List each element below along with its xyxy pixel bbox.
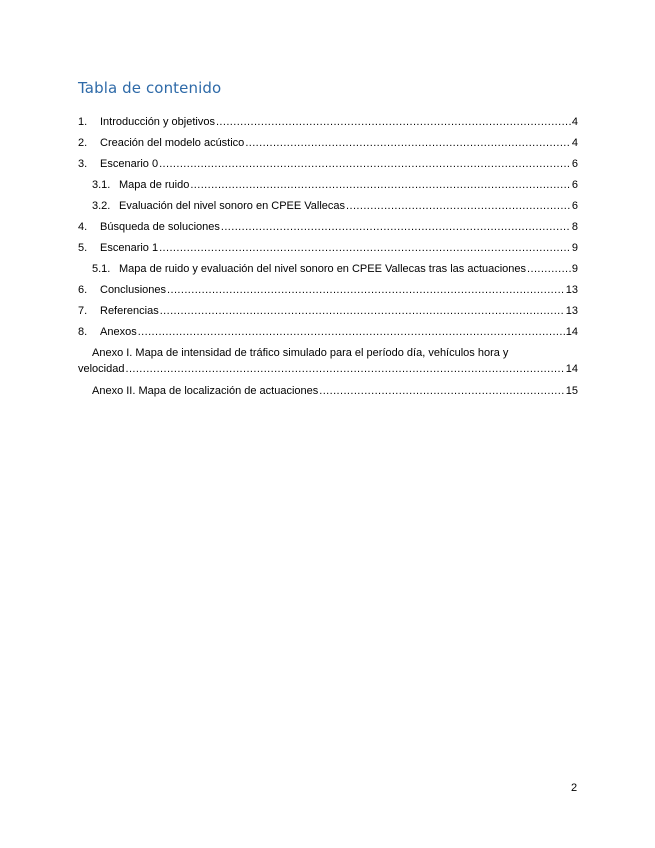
toc-entry-number: 3. (78, 158, 88, 170)
toc-entry-number: 2. (78, 137, 88, 149)
toc-page-number: 6 (571, 200, 578, 212)
toc-entry-7[interactable] (78, 301, 578, 322)
toc-dot-leader (160, 301, 565, 322)
toc-dot-leader (319, 381, 564, 402)
toc-entry-5-1[interactable] (78, 259, 578, 280)
toc-entry-text: Anexo I. Mapa de intensidad de tráfico simulado para el período día, vehículos hora y (92, 347, 509, 359)
toc-entry-number: 5. (78, 242, 88, 254)
toc-dot-leader (346, 196, 571, 217)
toc-entry-number: 1. (78, 116, 88, 128)
toc-page-number: 15 (565, 385, 578, 397)
toc-dot-leader (245, 133, 571, 154)
toc-entry-number: 8. (78, 326, 88, 338)
toc-entry-5[interactable] (78, 238, 578, 259)
toc-entry-6[interactable] (78, 280, 578, 301)
toc-page-number: 14 (565, 363, 578, 375)
toc-entry-text: Mapa de ruido (119, 179, 190, 191)
toc-dot-leader (216, 112, 571, 133)
toc-page-number: 6 (571, 179, 578, 191)
page-number: 2 (571, 782, 578, 794)
toc-page-number: 4 (571, 116, 578, 128)
toc-dot-leader (221, 217, 571, 238)
toc-entry-text: Evaluación del nivel sonoro en CPEE Vallecas (119, 200, 346, 212)
toc-entry-text: Mapa de ruido y evaluación del nivel sonoro en CPEE Vallecas tras las actuaciones (119, 263, 527, 275)
toc-entry-text: Búsqueda de soluciones (100, 221, 220, 233)
toc-entry-text: Anexo II. Mapa de localización de actuaciones (92, 385, 319, 397)
toc-entry-1[interactable] (78, 112, 578, 133)
toc-dot-leader (159, 154, 571, 175)
toc-dot-leader (159, 238, 571, 259)
toc-page-number: 8 (571, 221, 578, 233)
toc-page-number: 13 (565, 305, 578, 317)
toc-dot-leader (138, 322, 565, 343)
table-of-contents (78, 112, 578, 402)
toc-entry-anexo-1[interactable] (78, 343, 578, 381)
toc-entry-3-2[interactable] (78, 196, 578, 217)
toc-entry-text: Introducción y objetivos (100, 116, 215, 128)
toc-page-number: 9 (571, 263, 578, 275)
toc-entry-number: 6. (78, 284, 88, 296)
toc-entry-3[interactable] (78, 154, 578, 175)
toc-entry-text-continued: velocidad (78, 363, 125, 375)
toc-page-number: 4 (571, 137, 578, 149)
toc-page-number: 6 (571, 158, 578, 170)
toc-entry-3-1[interactable] (78, 175, 578, 196)
toc-entry-2[interactable] (78, 133, 578, 154)
toc-entry-anexo-2[interactable] (78, 381, 578, 402)
toc-dot-leader (167, 280, 565, 301)
toc-dot-leader (190, 175, 571, 196)
toc-entry-text: Anexos (100, 326, 137, 338)
toc-title: Tabla de contenido (78, 79, 222, 97)
toc-entry-text: Referencias (100, 305, 159, 317)
toc-entry-text: Creación del modelo acústico (100, 137, 245, 149)
toc-entry-number: 5.1. (92, 263, 111, 275)
toc-entry-4[interactable] (78, 217, 578, 238)
toc-entry-text: Conclusiones (100, 284, 167, 296)
toc-entry-text: Escenario 0 (100, 158, 159, 170)
toc-dot-leader (527, 259, 571, 280)
toc-entry-number: 4. (78, 221, 88, 233)
toc-page-number: 14 (565, 326, 578, 338)
toc-page-number: 9 (571, 242, 578, 254)
toc-entry-8[interactable] (78, 322, 578, 343)
toc-dot-leader (125, 359, 564, 380)
toc-entry-text: Escenario 1 (100, 242, 159, 254)
toc-entry-number: 3.1. (92, 179, 111, 191)
toc-page-number: 13 (565, 284, 578, 296)
toc-entry-number: 7. (78, 305, 88, 317)
toc-entry-number: 3.2. (92, 200, 111, 212)
